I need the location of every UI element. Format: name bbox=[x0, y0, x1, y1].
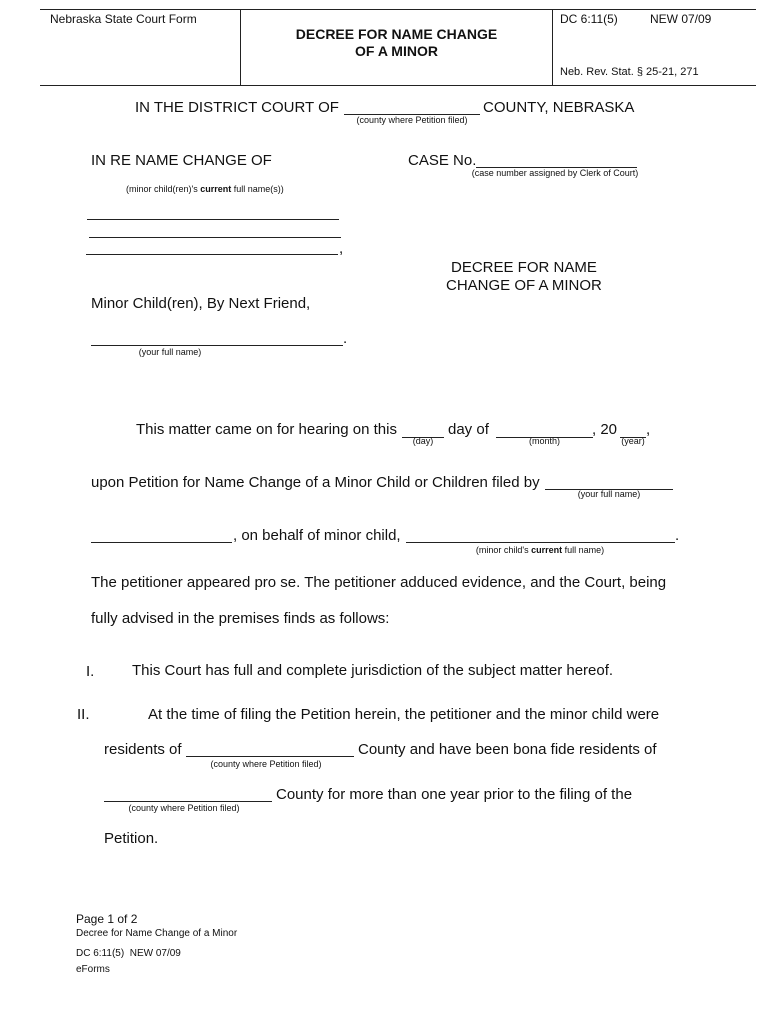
year-prefix: , 20 bbox=[592, 421, 618, 438]
residence-county-field-a[interactable] bbox=[186, 742, 354, 757]
court-county-caption: (county where Petition filed) bbox=[356, 115, 468, 125]
child-name-field-3[interactable] bbox=[86, 240, 338, 255]
header-top-rule bbox=[40, 9, 756, 10]
court-prefix: IN THE DISTRICT COURT OF bbox=[135, 99, 339, 116]
residence-county-field-b[interactable] bbox=[104, 787, 272, 802]
decree-title-line1: DECREE FOR NAME bbox=[451, 259, 597, 276]
residence-county-caption-a: (county where Petition filed) bbox=[210, 759, 322, 769]
footer-form-title: Decree for Name Change of a Minor bbox=[76, 928, 238, 939]
court-county-field[interactable] bbox=[344, 100, 480, 115]
form-number: DC 6:11(5) bbox=[560, 12, 618, 26]
child-names-comma: , bbox=[339, 240, 344, 257]
next-friend-name-field[interactable] bbox=[91, 331, 343, 346]
behalf-period: . bbox=[675, 527, 680, 544]
hearing-comma: , bbox=[646, 421, 651, 438]
residents-of-text: residents of bbox=[104, 741, 182, 758]
pro-se-line1: The petitioner appeared pro se. The petitioner adduced evidence, and the Court, being bbox=[91, 574, 667, 591]
court-suffix: COUNTY, NEBRASKA bbox=[483, 99, 635, 116]
next-friend-label: Minor Child(ren), By Next Friend, bbox=[91, 295, 311, 312]
petitioner-name-field[interactable] bbox=[545, 475, 673, 490]
header-divider-right bbox=[552, 10, 553, 86]
case-number-caption: (case number assigned by Clerk of Court) bbox=[471, 168, 639, 178]
child-name-field-2[interactable] bbox=[89, 223, 341, 238]
finding-1-text: This Court has full and complete jurisdiction of the subject matter hereof. bbox=[132, 662, 614, 679]
case-no-label: CASE No. bbox=[408, 152, 477, 169]
petition-word: Petition. bbox=[104, 830, 159, 847]
footer-form-number: DC 6:11(5) NEW 07/09 bbox=[76, 948, 181, 959]
petition-text: upon Petition for Name Change of a Minor Child or Children filed by bbox=[91, 474, 540, 491]
year-caption: (year) bbox=[621, 436, 645, 446]
header-title-line1: DECREE FOR NAME CHANGE bbox=[295, 26, 498, 42]
minor-current-name-field[interactable] bbox=[406, 528, 675, 543]
pro-se-line2: fully advised in the premises finds as follows: bbox=[91, 610, 390, 627]
footer-eforms: eForms bbox=[76, 964, 110, 975]
day-caption: (day) bbox=[412, 436, 434, 446]
bona-fide-text: County and have been bona fide residents of bbox=[358, 741, 657, 758]
residence-county-caption-b: (county where Petition filed) bbox=[128, 803, 240, 813]
in-re-label: IN RE NAME CHANGE OF bbox=[91, 152, 272, 169]
behalf-text: , on behalf of minor child, bbox=[233, 527, 401, 544]
form-source: Nebraska State Court Form bbox=[50, 12, 197, 26]
child-name-field-1[interactable] bbox=[87, 205, 339, 220]
day-of-text: day of bbox=[448, 421, 489, 438]
month-caption: (month) bbox=[528, 436, 560, 446]
petitioner-caption: (your full name) bbox=[577, 489, 641, 499]
header-bottom-rule bbox=[40, 85, 756, 86]
hearing-text: This matter came on for hearing on this bbox=[136, 421, 397, 438]
next-friend-period: . bbox=[343, 330, 348, 347]
minor-current-caption: (minor child's current full name) bbox=[475, 545, 605, 555]
form-version: NEW 07/09 bbox=[650, 12, 712, 26]
page-number: Page 1 of 2 bbox=[76, 912, 138, 926]
behalf-name-field[interactable] bbox=[91, 528, 232, 543]
more-than-text: County for more than one year prior to the filing of the bbox=[276, 786, 633, 803]
header-title-line2: OF A MINOR bbox=[355, 43, 438, 59]
finding-2-text: At the time of filing the Petition herein, the petitioner and the minor child were bbox=[148, 706, 660, 723]
decree-title-line2: CHANGE OF A MINOR bbox=[446, 277, 602, 294]
case-number-field[interactable] bbox=[476, 153, 637, 168]
child-names-caption: (minor child(ren)'s current full name(s)) bbox=[126, 184, 284, 194]
statute-citation: Neb. Rev. Stat. § 25-21, 271 bbox=[560, 66, 699, 78]
finding-1-numeral: I. bbox=[86, 663, 95, 680]
finding-2-numeral: II. bbox=[77, 706, 90, 723]
next-friend-caption: (your full name) bbox=[138, 347, 202, 357]
